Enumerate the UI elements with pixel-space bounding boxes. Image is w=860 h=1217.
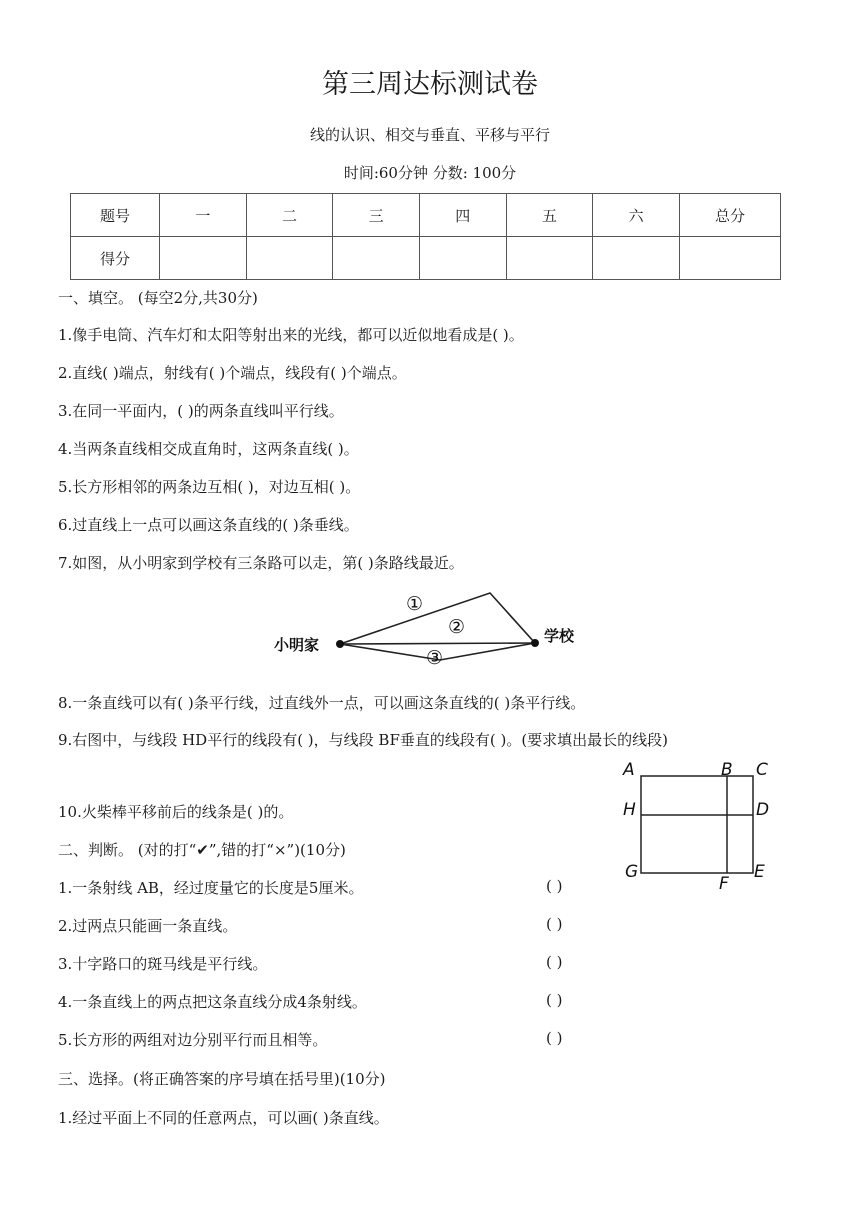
score-table-header-row (71, 194, 781, 237)
score-cell-5: 五 (506, 194, 593, 237)
question-1-10: 10.火柴棒平移前后的线条是( )的。 (58, 803, 294, 821)
end-dot (531, 639, 539, 647)
score-cell-2: 二 (246, 194, 333, 237)
judge-answer-5[interactable]: ( ) (546, 1029, 563, 1047)
section3-heading: 三、选择。(将正确答案的序号填在括号里)(10分) (58, 1070, 386, 1088)
question-1-1: 1.像手电筒、汽车灯和太阳等射出来的光线，都可以近似地看成是( )。 (58, 326, 524, 344)
route-diagram (270, 586, 600, 670)
section1-heading: 一、填空。 (每空2分,共30分) (58, 289, 258, 307)
point-d: D (756, 800, 770, 820)
point-g: G (625, 862, 639, 882)
score-cell-1: 一 (160, 194, 247, 237)
end-label: 学校 (544, 627, 575, 645)
route-2-line (340, 643, 535, 644)
point-f: F (719, 874, 729, 894)
score-input-2[interactable] (246, 237, 333, 280)
question-1-2: 2.直线( )端点，射线有( )个端点，线段有( )个端点。 (58, 364, 407, 382)
judge-answer-4[interactable]: ( ) (546, 991, 563, 1009)
score-table-score-row (71, 237, 781, 280)
score-table (70, 193, 781, 280)
score-cell-label: 题号 (71, 194, 160, 237)
point-a: A (623, 760, 635, 780)
point-b: B (721, 760, 733, 780)
judge-answer-2[interactable]: ( ) (546, 915, 563, 933)
score-cell-total: 总分 (680, 194, 781, 237)
point-c: C (756, 760, 768, 780)
judge-item-1: 1.一条射线 AB，经过度量它的长度是5厘米。 (58, 879, 364, 897)
route-2-label: ② (448, 616, 466, 638)
score-input-1[interactable] (160, 237, 247, 280)
question-1-7: 7.如图，从小明家到学校有三条路可以走，第( )条路线最近。 (58, 554, 464, 572)
score-cell-3: 三 (333, 194, 420, 237)
score-input-5[interactable] (506, 237, 593, 280)
question-1-4: 4.当两条直线相交成直角时，这两条直线( )。 (58, 440, 359, 458)
question-1-6: 6.过直线上一点可以画这条直线的( )条垂线。 (58, 516, 359, 534)
judge-item-2: 2.过两点只能画一条直线。 (58, 917, 238, 935)
rect-outline (641, 776, 753, 873)
page-title: 第三周达标测试卷 (322, 69, 538, 100)
route-1-line (340, 593, 535, 644)
score-input-3[interactable] (333, 237, 420, 280)
section2-heading: 二、判断。 (对的打“✔”,错的打“×”)(10分) (58, 841, 346, 859)
page-subtitle: 线的认识、相交与垂直、平移与平行 (309, 126, 550, 144)
start-dot (336, 640, 344, 648)
judge-answer-3[interactable]: ( ) (546, 953, 563, 971)
score-input-total[interactable] (680, 237, 781, 280)
score-cell-4: 四 (419, 194, 506, 237)
judge-item-5: 5.长方形的两组对边分别平行而且相等。 (58, 1031, 328, 1049)
rectangle-figure (620, 755, 790, 895)
question-1-3: 3.在同一平面内，( )的两条直线叫平行线。 (58, 402, 344, 420)
route-3-label: ③ (426, 647, 444, 669)
score-input-4[interactable] (419, 237, 506, 280)
question-1-8: 8.一条直线可以有( )条平行线，过直线外一点，可以画这条直线的( )条平行线。 (58, 694, 586, 712)
judge-item-4: 4.一条直线上的两点把这条直线分成4条射线。 (58, 993, 367, 1011)
judge-answer-1[interactable]: ( ) (546, 877, 563, 895)
judge-item-3: 3.十字路口的斑马线是平行线。 (58, 955, 268, 973)
score-cell-6: 六 (593, 194, 680, 237)
question-1-9: 9.右图中，与线段 HD平行的线段有( )，与线段 BF垂直的线段有( )。(要求填出最长的线段) (58, 731, 669, 749)
point-e: E (754, 862, 765, 882)
time-score-info: 时间:60分钟 分数: 100分 (343, 164, 517, 182)
start-label: 小明家 (274, 636, 320, 654)
question-3-1: 1.经过平面上不同的任意两点，可以画( )条直线。 (58, 1109, 389, 1127)
score-row-label: 得分 (71, 237, 160, 280)
question-1-5: 5.长方形相邻的两条边互相( )，对边互相( )。 (58, 478, 361, 496)
score-input-6[interactable] (593, 237, 680, 280)
route-1-label: ① (406, 593, 424, 615)
point-h: H (623, 800, 636, 820)
